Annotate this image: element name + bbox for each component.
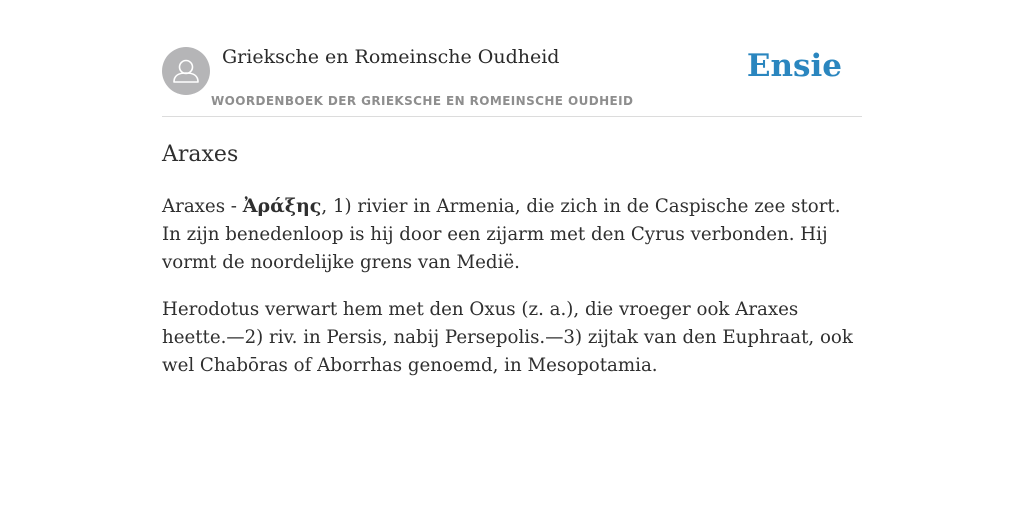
greek-term: Ἀράξης — [242, 195, 322, 217]
source-subtitle: WOORDENBOEK DER GRIEKSCHE EN ROMEINSCHE OUDHEID — [211, 94, 634, 108]
source-header — [162, 44, 862, 117]
entry-paragraph-1 — [162, 192, 862, 277]
entry-paragraph-2: Herodotus verwart hem met den Oxus (z. a.), die vroeger ook Araxes heette.—2) riv. in Persis, nabij Persepolis.—3) zijtak van den Euphraat, ook wel Chabōras of Aborrhas genoemd, in Mesopotamia. — [162, 299, 853, 376]
entry-lead: Araxes - — [162, 196, 243, 217]
source-avatar[interactable] — [162, 47, 210, 95]
entry-title: Araxes — [162, 142, 239, 167]
user-silhouette-icon — [162, 47, 210, 95]
entry-text: , 1) rivier in Armenia, die zich in de Caspische zee stort. In zijn benedenloop is hij door een zijarm met den Cyrus verbonden. Hij vormt de noordelijke grens van Medië. — [162, 196, 841, 273]
source-title[interactable]: Grieksche en Romeinsche Oudheid — [222, 46, 560, 68]
brand-logo[interactable]: Ensie — [746, 48, 842, 84]
entry-content — [162, 140, 862, 399]
